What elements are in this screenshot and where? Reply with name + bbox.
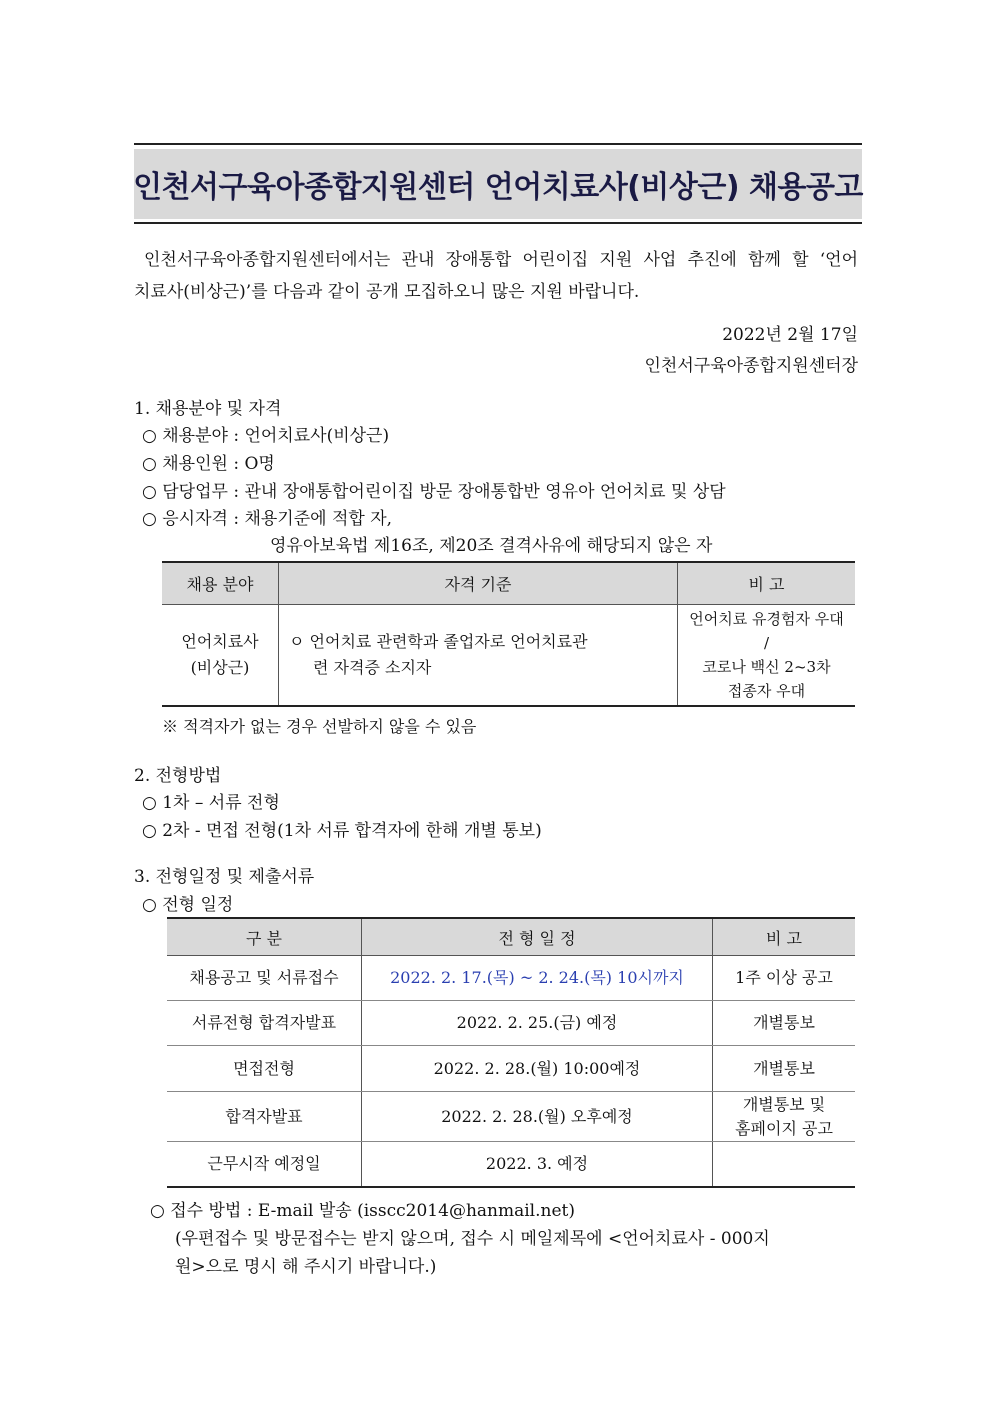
schedule-date: 2022. 2. 25.(금) 예정 — [362, 1001, 713, 1046]
criteria-line-1: ㅇ 언어치료 관련학과 졸업자로 언어치료관 — [289, 632, 588, 651]
schedule-date: 2022. 2. 28.(월) 오후예정 — [362, 1092, 713, 1142]
schedule-note-line-2: 홈페이지 공고 — [735, 1118, 833, 1138]
table-row — [167, 956, 855, 1001]
table-cell-field — [162, 605, 279, 707]
field-line-2: (비상근) — [190, 658, 250, 677]
schedule-date: 2022. 3. 예정 — [362, 1142, 713, 1187]
schedule-category: 면접전형 — [167, 1046, 362, 1092]
section2-heading: 2. 전형방법 — [134, 766, 222, 786]
schedule-note: 개별통보 — [713, 1046, 856, 1092]
table-row — [167, 1001, 855, 1046]
table-row — [162, 605, 855, 707]
section2-item-2: ○ 2차 - 면접 전형(1차 서류 합격자에 한해 개별 통보) — [142, 821, 542, 841]
section1-item-headcount: ○ 채용인원 : O명 — [142, 454, 275, 474]
note-line-4: 접종자 우대 — [727, 682, 806, 700]
table-header: 자격 기준 — [279, 562, 678, 605]
table-header: 전 형 일 정 — [362, 918, 713, 956]
intro-line-1: 인천서구육아종합지원센터에서는 관내 장애통합 어린이집 지원 사업 추진에 함께 할 ‘언어 — [144, 250, 858, 270]
title-box — [134, 149, 862, 219]
field-line-1: 언어치료사 — [181, 632, 259, 651]
note-line-3: 코로나 백신 2~3차 — [702, 658, 831, 676]
submission-note-2: 원>으로 명시 해 주시기 바랍니다.) — [175, 1257, 437, 1277]
schedule-note: 개별통보 — [713, 1001, 856, 1046]
issuer: 인천서구육아종합지원센터장 — [644, 356, 858, 376]
table-row — [167, 1092, 855, 1142]
schedule-category: 서류전형 합격자발표 — [167, 1001, 362, 1046]
schedule-date: 2022. 2. 17.(목) ~ 2. 24.(목) 10시까지 — [362, 956, 713, 1001]
note-line-1: 언어치료 유경험자 우대 — [689, 610, 844, 628]
schedule-category: 근무시작 예정일 — [207, 1153, 321, 1173]
table-header: 비 고 — [713, 918, 856, 956]
submission-note-1: (우편접수 및 방문접수는 받지 않으며, 접수 시 메일제목에 <언어치료사 - 000지 — [175, 1229, 770, 1249]
table-header: 구 분 — [167, 918, 362, 956]
section2-item-1: ○ 1차 – 서류 전형 — [142, 793, 280, 813]
title-top-rule — [134, 143, 862, 145]
page-title: 인천서구육아종합지원센터 언어치료사(비상근) 채용공고 — [133, 170, 863, 205]
table-row — [167, 1142, 855, 1187]
intro-paragraph — [134, 244, 858, 308]
intro-line-2: 치료사(비상근)’를 다음과 같이 공개 모집하오니 많은 지원 바랍니다. — [134, 282, 640, 302]
table-header-row — [167, 918, 855, 956]
section1-item-duties: ○ 담당업무 : 관내 장애통합어린이집 방문 장애통합반 영유아 언어치료 및 상담 — [142, 482, 726, 502]
schedule-category: 채용공고 및 서류접수 — [167, 956, 362, 1001]
section3-sub: ○ 전형 일정 — [142, 895, 234, 915]
table-row — [167, 1046, 855, 1092]
qualification-table — [162, 561, 855, 707]
table-cell-criteria — [279, 605, 678, 707]
schedule-table — [167, 917, 855, 1188]
schedule-category: 합격자발표 — [167, 1092, 362, 1142]
section3-heading: 3. 전형일정 및 제출서류 — [134, 867, 315, 887]
section1-footnote: ※ 적격자가 없는 경우 선발하지 않을 수 있음 — [162, 717, 477, 736]
table-header: 비 고 — [678, 562, 856, 605]
criteria-line-2: 련 자격증 소지자 — [313, 658, 432, 677]
schedule-note — [713, 1142, 856, 1187]
schedule-note — [713, 1092, 856, 1142]
title-bottom-rule — [134, 222, 862, 224]
table-header: 채용 분야 — [162, 562, 279, 605]
section1-eligibility-cont: 영유아보육법 제16조, 제20조 결격사유에 해당되지 않은 자 — [270, 536, 713, 556]
submission-method: ○ 접수 방법 : E-mail 발송 (isscc2014@hanmail.net) — [150, 1201, 575, 1221]
schedule-note: 1주 이상 공고 — [713, 956, 856, 1001]
section1-heading: 1. 채용분야 및 자격 — [134, 399, 282, 419]
table-header-row — [162, 562, 855, 605]
announcement-date: 2022년 2월 17일 — [722, 325, 858, 345]
section1-item-eligibility: ○ 응시자격 : 채용기준에 적합 자, — [142, 509, 393, 529]
table-cell-note — [678, 605, 856, 707]
schedule-note-line-1: 개별통보 및 — [742, 1094, 826, 1114]
schedule-date: 2022. 2. 28.(월) 10:00예정 — [362, 1046, 713, 1092]
note-line-2: / — [763, 634, 770, 652]
section1-item-field: ○ 채용분야 : 언어치료사(비상근) — [142, 426, 390, 446]
